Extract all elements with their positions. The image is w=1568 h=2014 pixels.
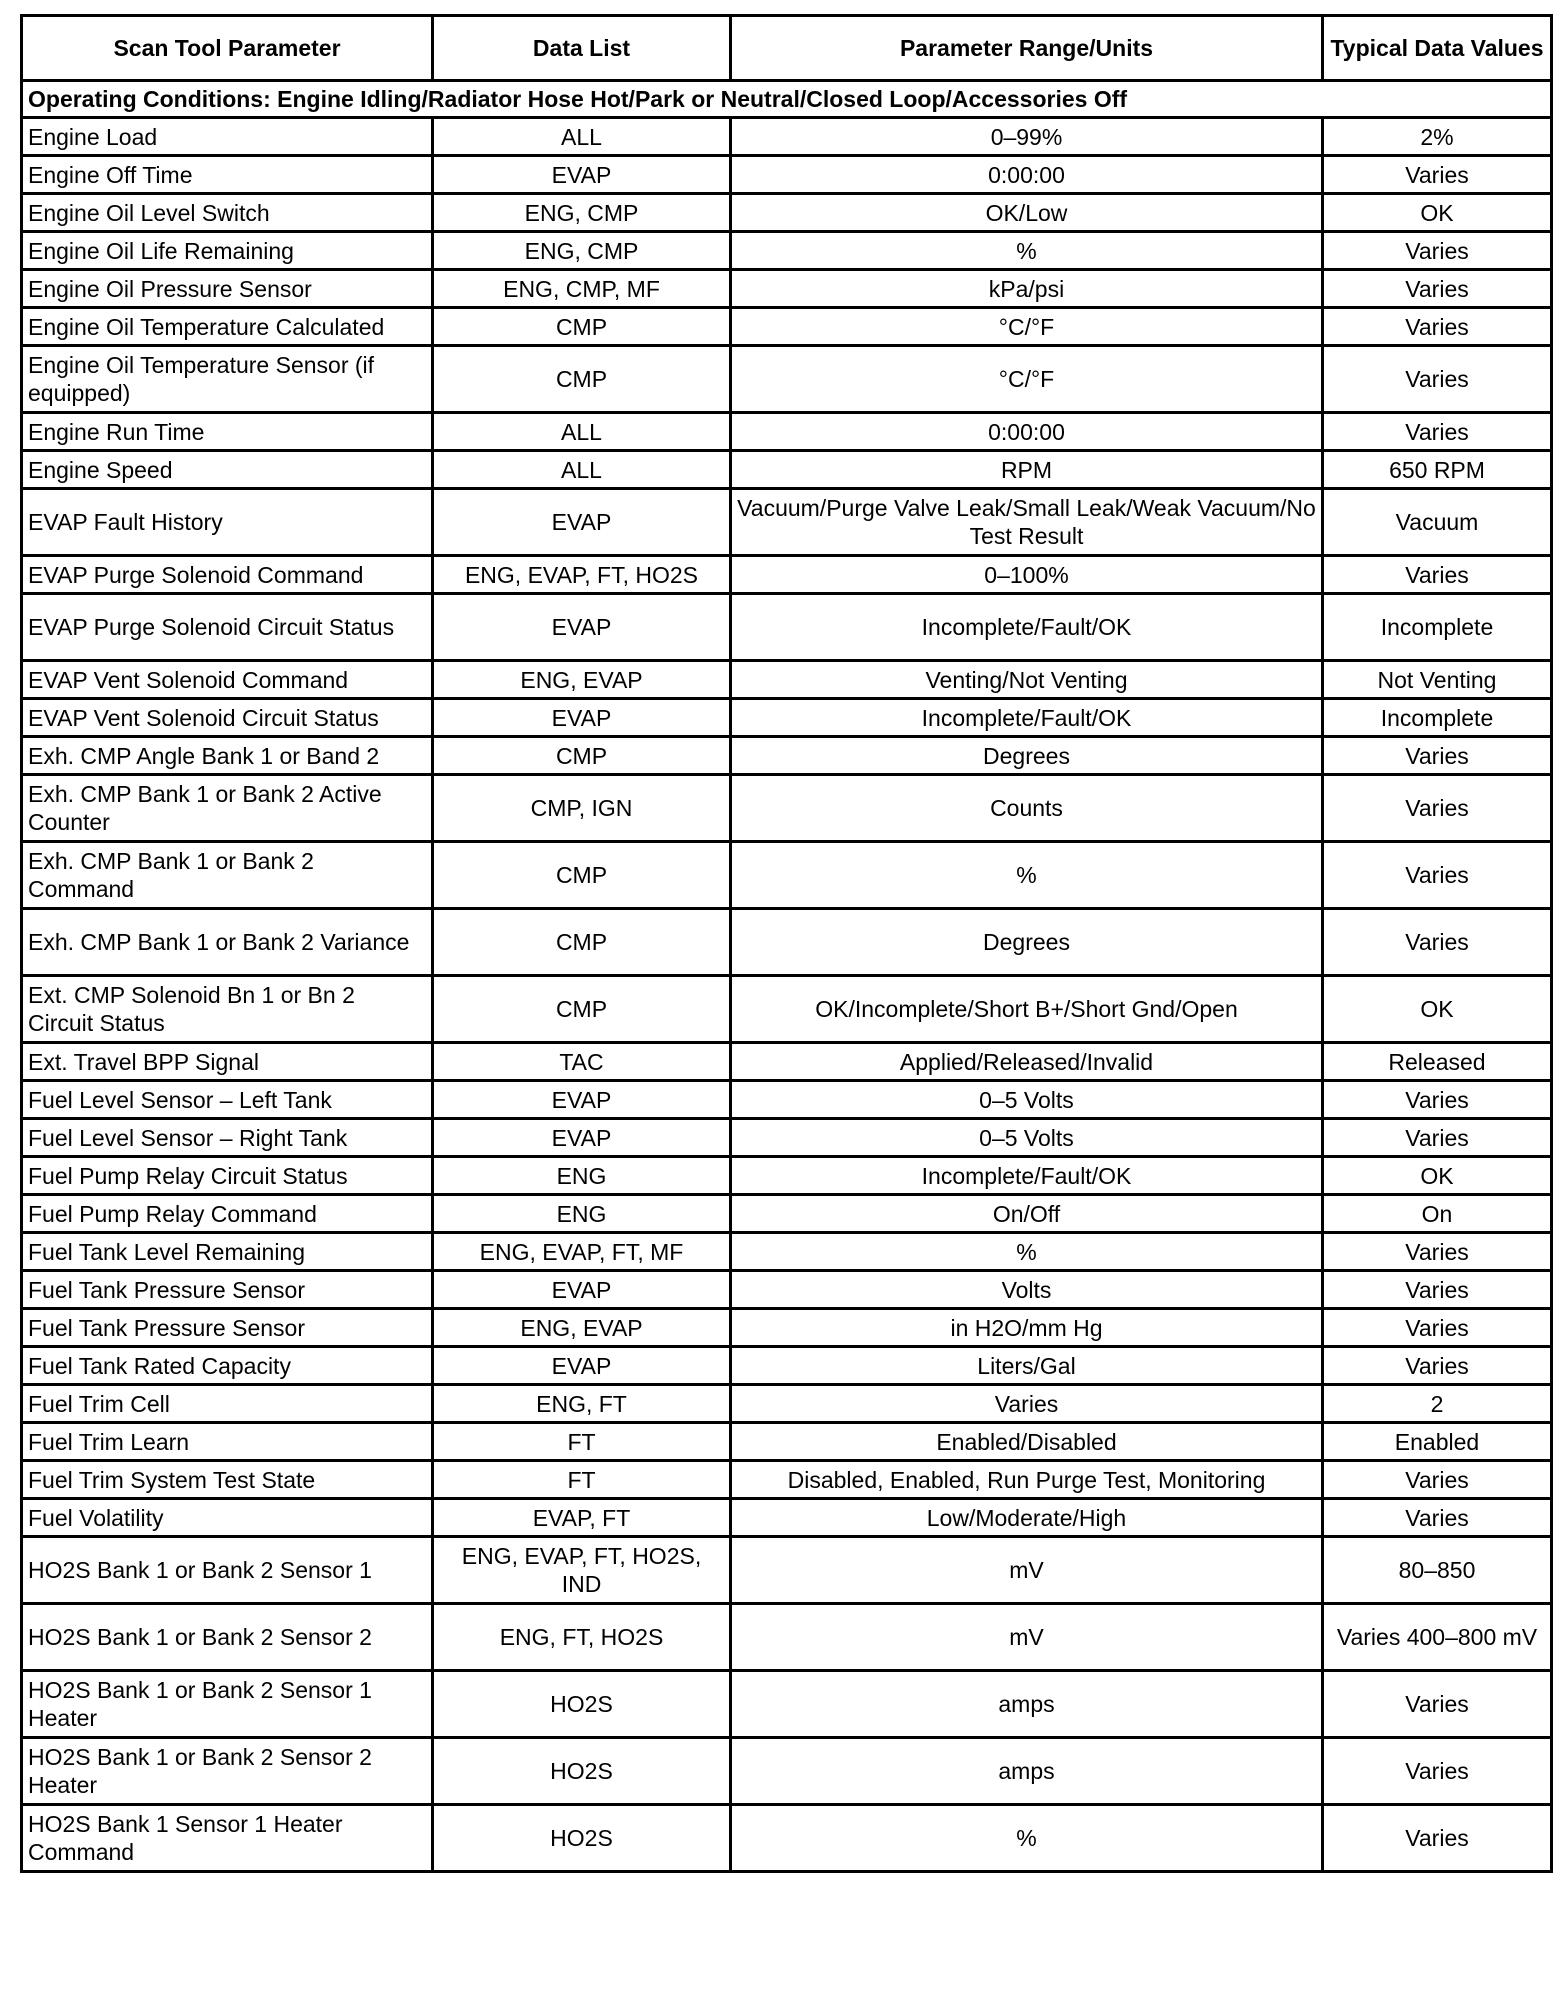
parameter-cell: Fuel Level Sensor – Right Tank — [22, 1119, 433, 1157]
typical-value-cell: Varies — [1323, 842, 1552, 909]
table-row — [22, 1233, 1552, 1271]
parameter-cell: EVAP Purge Solenoid Command — [22, 556, 433, 594]
typical-value-cell: Varies — [1323, 1119, 1552, 1157]
table-row — [22, 232, 1552, 270]
table-row — [22, 1119, 1552, 1157]
range-units-cell: OK/Low — [731, 194, 1323, 232]
typical-value-cell: Incomplete — [1323, 699, 1552, 737]
data-list-cell: EVAP — [433, 156, 731, 194]
typical-value-cell: 80–850 — [1323, 1537, 1552, 1604]
typical-value-cell: Released — [1323, 1043, 1552, 1081]
range-units-cell: 0–100% — [731, 556, 1323, 594]
table-row — [22, 270, 1552, 308]
table-row — [22, 661, 1552, 699]
parameter-cell: Engine Off Time — [22, 156, 433, 194]
data-list-cell: HO2S — [433, 1671, 731, 1738]
typical-value-cell: Varies — [1323, 1271, 1552, 1309]
range-units-cell: % — [731, 232, 1323, 270]
table-row — [22, 413, 1552, 451]
table-row — [22, 489, 1552, 556]
parameter-cell: Engine Run Time — [22, 413, 433, 451]
range-units-cell: kPa/psi — [731, 270, 1323, 308]
parameter-cell: Fuel Level Sensor – Left Tank — [22, 1081, 433, 1119]
range-units-cell: % — [731, 842, 1323, 909]
parameter-cell: HO2S Bank 1 or Bank 2 Sensor 1 — [22, 1537, 433, 1604]
header-parameter-range-units: Parameter Range/Units — [731, 16, 1323, 81]
parameter-cell: Ext. Travel BPP Signal — [22, 1043, 433, 1081]
table-row — [22, 1537, 1552, 1604]
data-list-cell: EVAP — [433, 1347, 731, 1385]
parameter-cell: EVAP Vent Solenoid Command — [22, 661, 433, 699]
parameter-cell: Fuel Tank Rated Capacity — [22, 1347, 433, 1385]
range-units-cell: 0:00:00 — [731, 156, 1323, 194]
operating-conditions-row — [22, 81, 1552, 118]
parameter-cell: Fuel Trim Cell — [22, 1385, 433, 1423]
typical-value-cell: Incomplete — [1323, 594, 1552, 661]
scan-tool-data-table — [20, 14, 1553, 1873]
parameter-cell: Exh. CMP Bank 1 or Bank 2 Command — [22, 842, 433, 909]
table-row — [22, 1195, 1552, 1233]
parameter-cell: Engine Oil Level Switch — [22, 194, 433, 232]
typical-value-cell: Varies 400–800 mV — [1323, 1604, 1552, 1671]
typical-value-cell: Not Venting — [1323, 661, 1552, 699]
parameter-cell: HO2S Bank 1 Sensor 1 Heater Command — [22, 1805, 433, 1872]
typical-value-cell: Varies — [1323, 1461, 1552, 1499]
table-row — [22, 909, 1552, 976]
table-row — [22, 308, 1552, 346]
range-units-cell: OK/Incomplete/Short B+/Short Gnd/Open — [731, 976, 1323, 1043]
data-list-cell: ENG, EVAP — [433, 661, 731, 699]
parameter-cell: EVAP Vent Solenoid Circuit Status — [22, 699, 433, 737]
table-row — [22, 156, 1552, 194]
parameter-cell: Engine Oil Pressure Sensor — [22, 270, 433, 308]
data-list-cell: ENG, CMP — [433, 232, 731, 270]
data-list-cell: HO2S — [433, 1805, 731, 1872]
operating-conditions: Operating Conditions: Engine Idling/Radiator Hose Hot/Park or Neutral/Closed Loop/Accessories Off — [22, 81, 1552, 118]
parameter-cell: HO2S Bank 1 or Bank 2 Sensor 1 Heater — [22, 1671, 433, 1738]
table-row — [22, 1604, 1552, 1671]
parameter-cell: Fuel Tank Pressure Sensor — [22, 1271, 433, 1309]
data-list-cell: HO2S — [433, 1738, 731, 1805]
typical-value-cell: Varies — [1323, 232, 1552, 270]
table-row — [22, 1347, 1552, 1385]
table-row — [22, 594, 1552, 661]
typical-value-cell: Enabled — [1323, 1423, 1552, 1461]
parameter-cell: Ext. CMP Solenoid Bn 1 or Bn 2 Circuit Status — [22, 976, 433, 1043]
range-units-cell: Degrees — [731, 909, 1323, 976]
typical-value-cell: Varies — [1323, 556, 1552, 594]
table-row — [22, 976, 1552, 1043]
parameter-cell: Fuel Trim System Test State — [22, 1461, 433, 1499]
typical-value-cell: Varies — [1323, 1738, 1552, 1805]
data-list-cell: EVAP — [433, 1271, 731, 1309]
range-units-cell: °C/°F — [731, 308, 1323, 346]
range-units-cell: 0:00:00 — [731, 413, 1323, 451]
typical-value-cell: 2% — [1323, 118, 1552, 156]
table-row — [22, 1423, 1552, 1461]
data-list-cell: ENG — [433, 1157, 731, 1195]
typical-value-cell: Varies — [1323, 1671, 1552, 1738]
table-row — [22, 1043, 1552, 1081]
typical-value-cell: OK — [1323, 194, 1552, 232]
parameter-cell: Fuel Tank Pressure Sensor — [22, 1309, 433, 1347]
typical-value-cell: Varies — [1323, 1499, 1552, 1537]
header-scan-tool-parameter: Scan Tool Parameter — [22, 16, 433, 81]
range-units-cell: Enabled/Disabled — [731, 1423, 1323, 1461]
header-data-list: Data List — [433, 16, 731, 81]
range-units-cell: Incomplete/Fault/OK — [731, 699, 1323, 737]
range-units-cell: 0–5 Volts — [731, 1081, 1323, 1119]
parameter-cell: Fuel Volatility — [22, 1499, 433, 1537]
parameter-cell: Exh. CMP Bank 1 or Bank 2 Active Counter — [22, 775, 433, 842]
data-list-cell: CMP — [433, 308, 731, 346]
parameter-cell: Fuel Pump Relay Circuit Status — [22, 1157, 433, 1195]
table-row — [22, 1157, 1552, 1195]
range-units-cell: Degrees — [731, 737, 1323, 775]
data-list-cell: ENG, FT — [433, 1385, 731, 1423]
range-units-cell: in H2O/mm Hg — [731, 1309, 1323, 1347]
parameter-cell: EVAP Purge Solenoid Circuit Status — [22, 594, 433, 661]
table-row — [22, 1461, 1552, 1499]
table-row — [22, 1081, 1552, 1119]
data-list-cell: ENG, EVAP, FT, HO2S — [433, 556, 731, 594]
parameter-cell: Exh. CMP Angle Bank 1 or Band 2 — [22, 737, 433, 775]
table-row — [22, 1271, 1552, 1309]
range-units-cell: RPM — [731, 451, 1323, 489]
typical-value-cell: Varies — [1323, 346, 1552, 413]
data-list-cell: ENG, CMP, MF — [433, 270, 731, 308]
range-units-cell: On/Off — [731, 1195, 1323, 1233]
data-list-cell: EVAP — [433, 1081, 731, 1119]
range-units-cell: Liters/Gal — [731, 1347, 1323, 1385]
table-row — [22, 346, 1552, 413]
parameter-cell: HO2S Bank 1 or Bank 2 Sensor 2 Heater — [22, 1738, 433, 1805]
range-units-cell: amps — [731, 1671, 1323, 1738]
table-row — [22, 1309, 1552, 1347]
range-units-cell: Volts — [731, 1271, 1323, 1309]
data-list-cell: CMP — [433, 976, 731, 1043]
table-row — [22, 842, 1552, 909]
range-units-cell: °C/°F — [731, 346, 1323, 413]
range-units-cell: Applied/Released/Invalid — [731, 1043, 1323, 1081]
data-list-cell: ENG, CMP — [433, 194, 731, 232]
data-list-cell: CMP — [433, 737, 731, 775]
range-units-cell: amps — [731, 1738, 1323, 1805]
typical-value-cell: Varies — [1323, 308, 1552, 346]
table-row — [22, 775, 1552, 842]
data-list-cell: CMP — [433, 346, 731, 413]
header-typical-data-values: Typical Data Values — [1323, 16, 1552, 81]
table-row — [22, 1805, 1552, 1872]
data-list-cell: EVAP — [433, 699, 731, 737]
typical-value-cell: 2 — [1323, 1385, 1552, 1423]
data-list-cell: ENG, EVAP — [433, 1309, 731, 1347]
typical-value-cell: Varies — [1323, 909, 1552, 976]
table-row — [22, 451, 1552, 489]
data-list-cell: CMP, IGN — [433, 775, 731, 842]
range-units-cell: Low/Moderate/High — [731, 1499, 1323, 1537]
table-row — [22, 699, 1552, 737]
table-row — [22, 1671, 1552, 1738]
parameter-cell: Fuel Trim Learn — [22, 1423, 433, 1461]
range-units-cell: mV — [731, 1604, 1323, 1671]
data-list-cell: ENG, EVAP, FT, MF — [433, 1233, 731, 1271]
typical-value-cell: Varies — [1323, 413, 1552, 451]
typical-value-cell: Vacuum — [1323, 489, 1552, 556]
table-row — [22, 194, 1552, 232]
typical-value-cell: On — [1323, 1195, 1552, 1233]
table-header-row — [22, 16, 1552, 81]
range-units-cell: Vacuum/Purge Valve Leak/Small Leak/Weak Vacuum/No Test Result — [731, 489, 1323, 556]
data-list-cell: ALL — [433, 413, 731, 451]
table-row — [22, 118, 1552, 156]
data-list-cell: EVAP — [433, 1119, 731, 1157]
parameter-cell: Engine Oil Life Remaining — [22, 232, 433, 270]
range-units-cell: Incomplete/Fault/OK — [731, 594, 1323, 661]
range-units-cell: 0–99% — [731, 118, 1323, 156]
table-row — [22, 1738, 1552, 1805]
range-units-cell: Disabled, Enabled, Run Purge Test, Monitoring — [731, 1461, 1323, 1499]
data-list-cell: ENG — [433, 1195, 731, 1233]
data-list-cell: FT — [433, 1423, 731, 1461]
table-row — [22, 737, 1552, 775]
data-list-cell: FT — [433, 1461, 731, 1499]
range-units-cell: Venting/Not Venting — [731, 661, 1323, 699]
typical-value-cell: Varies — [1323, 1233, 1552, 1271]
data-list-cell: EVAP — [433, 489, 731, 556]
data-list-cell: ENG, FT, HO2S — [433, 1604, 731, 1671]
typical-value-cell: Varies — [1323, 1805, 1552, 1872]
range-units-cell: mV — [731, 1537, 1323, 1604]
parameter-cell: Exh. CMP Bank 1 or Bank 2 Variance — [22, 909, 433, 976]
typical-value-cell: Varies — [1323, 1081, 1552, 1119]
range-units-cell: 0–5 Volts — [731, 1119, 1323, 1157]
range-units-cell: Varies — [731, 1385, 1323, 1423]
data-list-cell: EVAP — [433, 594, 731, 661]
data-list-cell: CMP — [433, 842, 731, 909]
data-list-cell: CMP — [433, 909, 731, 976]
data-list-cell: ALL — [433, 118, 731, 156]
table-row — [22, 1385, 1552, 1423]
data-list-cell: TAC — [433, 1043, 731, 1081]
typical-value-cell: OK — [1323, 1157, 1552, 1195]
parameter-cell: Fuel Tank Level Remaining — [22, 1233, 433, 1271]
table-row — [22, 556, 1552, 594]
typical-value-cell: Varies — [1323, 775, 1552, 842]
typical-value-cell: OK — [1323, 976, 1552, 1043]
parameter-cell: EVAP Fault History — [22, 489, 433, 556]
data-list-cell: ENG, EVAP, FT, HO2S, IND — [433, 1537, 731, 1604]
range-units-cell: % — [731, 1805, 1323, 1872]
parameter-cell: Engine Oil Temperature Calculated — [22, 308, 433, 346]
parameter-cell: Engine Speed — [22, 451, 433, 489]
typical-value-cell: Varies — [1323, 737, 1552, 775]
parameter-cell: Engine Oil Temperature Sensor (if equipped) — [22, 346, 433, 413]
range-units-cell: Counts — [731, 775, 1323, 842]
range-units-cell: % — [731, 1233, 1323, 1271]
typical-value-cell: Varies — [1323, 270, 1552, 308]
data-list-cell: ALL — [433, 451, 731, 489]
parameter-cell: Fuel Pump Relay Command — [22, 1195, 433, 1233]
table-row — [22, 1499, 1552, 1537]
typical-value-cell: Varies — [1323, 1309, 1552, 1347]
data-list-cell: EVAP, FT — [433, 1499, 731, 1537]
typical-value-cell: Varies — [1323, 156, 1552, 194]
parameter-cell: Engine Load — [22, 118, 433, 156]
typical-value-cell: 650 RPM — [1323, 451, 1552, 489]
parameter-cell: HO2S Bank 1 or Bank 2 Sensor 2 — [22, 1604, 433, 1671]
range-units-cell: Incomplete/Fault/OK — [731, 1157, 1323, 1195]
typical-value-cell: Varies — [1323, 1347, 1552, 1385]
